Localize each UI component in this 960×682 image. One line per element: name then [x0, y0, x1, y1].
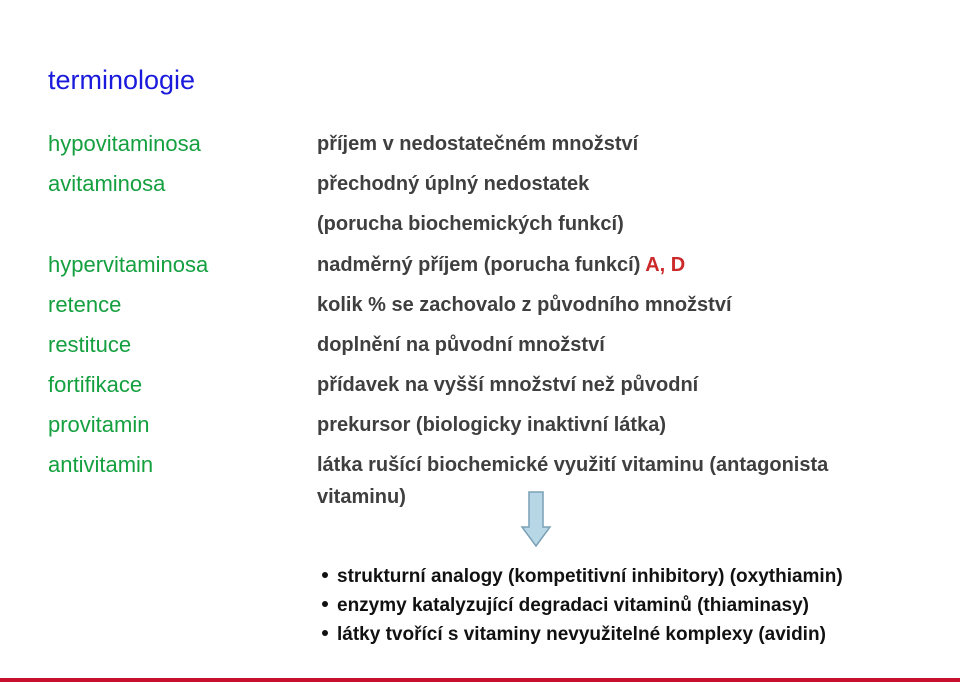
list-item — [322, 591, 843, 620]
term-fortifikace: fortifikace — [48, 372, 143, 397]
list-item-text: strukturní analogy (kompetitivní inhibitory) (oxythiamin) — [337, 566, 843, 587]
definition-avitaminosa-line-1: přechodný úplný nedostatek — [317, 173, 590, 195]
definition-hypervitaminosa-text: nadměrný příjem (porucha funkcí) — [317, 254, 641, 276]
antivitamin-types-list — [322, 562, 843, 649]
highlight-vitamins-a-d: A, D — [645, 254, 686, 276]
list-item-text: látky tvořící s vitaminy nevyužitelné komplexy (avidin) — [337, 624, 826, 645]
list-item — [322, 562, 843, 591]
page-title: terminologie — [48, 65, 196, 95]
definition-avitaminosa-line-2: (porucha biochemických funkcí) — [317, 213, 624, 235]
bullet-dot-icon — [322, 572, 328, 578]
list-item — [322, 620, 843, 649]
definition-retence: kolik % se zachovalo z původního množství — [317, 294, 732, 316]
definition-hypovitaminosa: příjem v nedostatečném množství — [317, 133, 639, 155]
definition-restituce: doplnění na původní množství — [317, 334, 605, 356]
bullet-dot-icon — [322, 601, 328, 607]
definition-antivitamin-line-1: látka rušící biochemické využití vitaminu (antagonista — [317, 454, 829, 476]
term-provitamin: provitamin — [48, 412, 150, 437]
term-antivitamin: antivitamin — [48, 452, 154, 477]
term-hypervitaminosa: hypervitaminosa — [48, 252, 209, 277]
definition-provitamin: prekursor (biologicky inaktivní látka) — [317, 414, 666, 436]
definition-fortifikace: přídavek na vyšší množství než původní — [317, 374, 699, 396]
term-retence: retence — [48, 292, 122, 317]
list-item-text: enzymy katalyzující degradaci vitaminů (thiaminasy) — [337, 595, 809, 616]
term-hypovitaminosa: hypovitaminosa — [48, 131, 201, 156]
definition-antivitamin-line-2: vitaminu) — [317, 486, 406, 508]
term-restituce: restituce — [48, 332, 132, 357]
down-arrow-icon — [521, 491, 551, 547]
bullet-dot-icon — [322, 630, 328, 636]
term-avitaminosa: avitaminosa — [48, 171, 166, 196]
bottom-divider — [0, 678, 960, 682]
definition-hypervitaminosa — [317, 255, 685, 275]
